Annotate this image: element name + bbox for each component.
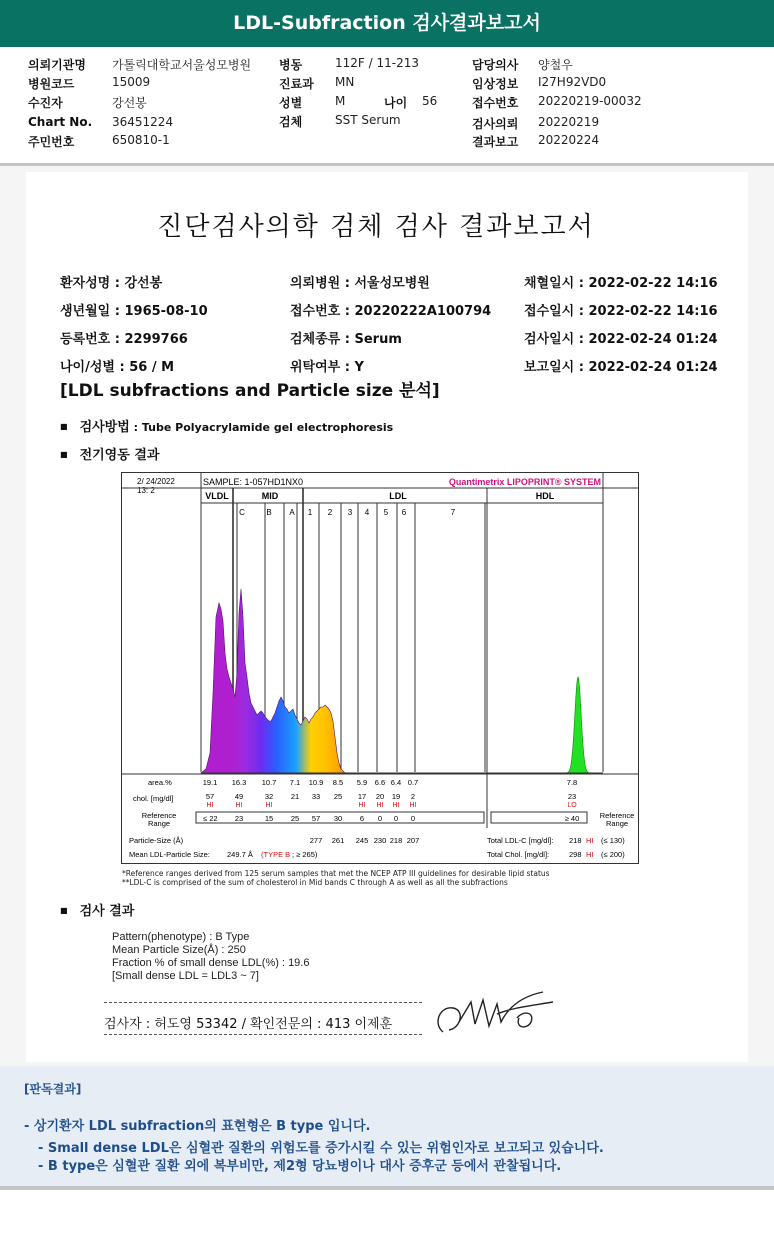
interpretation-line: - Small dense LDL은 심혈관 질환의 위험도를 증가시킬 수 있는 위험인자로 보고되고 있습니다. [38,1141,604,1156]
chol-flag: HI [358,802,366,809]
header-value: 강선봉 [112,96,147,110]
ref-value: 0 [393,814,399,823]
region-label: HDL [535,491,555,501]
report-panel [0,166,774,1066]
chart-time: 13: 2 [137,486,155,495]
header-label: 결과보고 [472,135,519,149]
chol-flag: HI [376,802,384,809]
referral-status: 위탁여부 : Y [290,360,364,375]
particle-size-value: 277 [309,836,323,845]
request-header [0,48,774,163]
particle-size-label: Particle-Size (Å) [129,836,184,845]
result-line: [Small dense LDL = LDL3 ~ 7] [112,970,259,982]
result-line: Mean Particle Size(Å) : 250 [112,944,246,956]
divider [104,1002,422,1003]
mean-size-ref: ; ≥ 265) [292,850,318,859]
result-item [60,900,134,919]
ref-value: 57 [311,814,321,823]
divider [0,1186,774,1190]
band-label: 6 [401,508,407,517]
area-value: 7.8 [566,778,578,787]
total-ldl-ref: (≤ 130) [601,836,625,845]
ref-value: 25 [290,814,300,823]
header-value: 36451224 [112,115,174,129]
chol-value: 23 [567,792,577,801]
area-value: 0.7 [407,778,419,787]
header-label: 주민번호 [28,135,75,149]
signature-stroke [438,992,553,1032]
total-chol-flag: HI [586,850,594,859]
chol-flag: HI [265,802,273,809]
header-value: 양철우 [538,58,573,72]
document-title: 진단검사의학 검체 검사 결과보고서 [157,212,595,242]
footnote: **LDL-C is comprised of the sum of cholesterol in Mid bands C through A as well as all the subfractions [122,878,508,887]
footnote: *Reference ranges derived from 125 serum samples that met the NCEP ATP III guidelines for desirable lipid status [122,869,550,878]
header-value: 112F / 11-213 [335,56,419,70]
ref-value: 0 [410,814,416,823]
header-value: 56 [422,94,438,108]
area-label: area.% [148,778,172,787]
header-label: 병동 [279,58,303,72]
header-value: 20220219 [538,115,600,129]
ref-value: 0 [377,814,383,823]
chart-title: Quantimetrix LIPOPRINT® SYSTEM [448,477,601,487]
header-value: 20220224 [538,133,600,147]
method-item [60,416,393,435]
header-label: 병원코드 [28,77,75,91]
area-value: 5.9 [356,778,368,787]
chol-flag: HI [409,802,417,809]
chol-value: 32 [264,792,274,801]
signature-image [431,984,561,1044]
report-title: LDL-Subfraction 검사결과보고서 [233,12,541,34]
header-value: 15009 [112,75,151,89]
total-chol-value: 298 [569,850,582,859]
band-label: B [266,508,272,517]
report-title-bar [0,0,774,47]
area-value: 7.1 [289,778,301,787]
chol-label: chol. [mg/dl] [133,794,174,803]
header-label: 접수번호 [472,96,519,110]
chol-value: 57 [205,792,215,801]
divider [104,1034,422,1035]
specimen-type: 검체종류 : Serum [290,332,402,347]
header-label: 의뢰기관명 [28,58,86,72]
area-value: 10.9 [308,778,324,787]
ref-value: 23 [234,814,244,823]
interpretation-title: [판독결과] [24,1082,82,1096]
ref-value: 6 [359,814,365,823]
patient-name: 환자성명 : 강선봉 [60,276,163,291]
particle-size-value: 218 [389,836,403,845]
header-label: 나이 [384,96,408,110]
header-label: 임상정보 [472,77,519,91]
electrophoresis-label: 전기영동 결과 [79,448,160,463]
header-label: 진료과 [279,77,314,91]
method-label: 검사방법 [79,420,130,435]
header-value: 650810-1 [112,133,170,147]
band-label: 3 [347,508,353,517]
chol-value: 2 [410,792,416,801]
report-time: 보고일시 : 2022-02-24 01:24 [524,360,718,375]
band-label: A [289,508,295,517]
receipt-time: 접수일시 : 2022-02-22 14:16 [524,304,718,319]
header-label: 검사의뢰 [472,117,519,131]
band-label: C [239,508,245,517]
total-chol-ref: (≤ 200) [601,850,625,859]
particle-size-value: 230 [373,836,387,845]
chol-value: 25 [333,792,343,801]
chol-value: 49 [234,792,244,801]
result-label: 검사 결과 [79,904,135,919]
chart-date: 2/ 24/2022 [137,477,175,486]
section-heading: [LDL subfractions and Particle size 분석] [60,381,440,401]
age-sex: 나이/성별 : 56 / M [60,360,175,375]
mean-size-type: (TYPE B [261,850,291,859]
requesting-hospital: 의뢰병원 : 서울성모병원 [290,276,430,291]
collection-time: 채혈일시 : 2022-02-22 14:16 [524,276,718,291]
ref-right-label: Range [605,819,629,828]
header-label: 담당의사 [472,58,519,72]
total-ldl-label: Total LDL-C [mg/dl]: [487,836,554,845]
chol-flag: LO [567,802,577,809]
header-value: 20220219-00032 [538,94,642,108]
interpretation-line: - B type은 심혈관 질환 외에 복부비만, 제2형 당뇨병이나 대사 증후군 등에서 관찰됩니다. [38,1159,562,1174]
interpretation-panel [0,1066,774,1186]
result-line: Pattern(phenotype) : B Type [112,931,250,943]
mean-size-value: 249.7 Å [227,850,253,859]
ref-right-label: Reference [599,811,635,820]
accession-number: 접수번호 : 20220222A100794 [290,304,492,319]
header-label: 성별 [279,96,303,110]
ref-label: Reference [141,811,177,820]
ref-value: ≥ 40 [564,814,580,823]
chol-flag: HI [235,802,243,809]
method-value: : Tube Polyacrylamide gel electrophoresis [129,421,394,434]
region-label: MID [261,491,279,501]
band-label: 4 [364,508,370,517]
total-chol-label: Total Chol. [mg/dl]: [487,850,550,859]
particle-size-value: 261 [331,836,345,845]
chol-value: 19 [391,792,401,801]
particle-size-value: 245 [355,836,369,845]
signature-line: 검사자 : 허도영 53342 / 확인전문의 : 413 이제훈 [104,1017,393,1032]
electrophoresis-item [60,444,159,463]
band-label: 5 [383,508,389,517]
header-label: 수진자 [28,96,63,110]
header-value: MN [335,75,355,89]
result-line: Fraction % of small dense LDL(%) : 19.6 [112,957,310,969]
area-value: 16.3 [231,778,247,787]
area-value: 10.7 [261,778,277,787]
band-label: 2 [327,508,333,517]
area-value: 6.4 [390,778,402,787]
chol-value: 20 [375,792,385,801]
area-value: 8.5 [332,778,344,787]
chart-sample: SAMPLE: 1-057HD1NX0 [203,477,304,487]
interpretation-line: - 상기환자 LDL subfraction의 표현형은 B type 입니다. [24,1119,371,1134]
total-ldl-flag: HI [586,836,594,845]
total-ldl-value: 218 [569,836,582,845]
report-page [26,172,748,1062]
region-label: VLDL [205,491,229,501]
chol-value: 17 [357,792,367,801]
header-value: 가톨릭대학교서울성모병원 [112,58,252,72]
ref-label: Range [147,819,171,828]
band-label: 1 [307,508,313,517]
chol-value: 21 [290,792,300,801]
mean-size-label: Mean LDL-Particle Size: [129,850,210,859]
header-value: SST Serum [335,113,401,127]
chol-flag: HI [392,802,400,809]
chol-value: 33 [311,792,321,801]
chol-flag: HI [206,802,214,809]
ref-value: 15 [264,814,274,823]
particle-size-value: 207 [406,836,420,845]
area-value: 6.6 [374,778,386,787]
lipoprint-chart [121,472,639,864]
test-time: 검사일시 : 2022-02-24 01:24 [524,332,718,347]
ref-value: 30 [333,814,343,823]
ref-value: ≤ 22 [203,814,218,823]
birth-date: 생년월일 : 1965-08-10 [60,304,208,319]
area-value: 19.1 [202,778,218,787]
region-label: LDL [389,491,407,501]
header-value: M [335,94,346,108]
header-label: Chart No. [28,115,93,129]
header-label: 검체 [279,115,303,129]
header-value: I27H92VD0 [538,75,607,89]
registration-number: 등록번호 : 2299766 [60,332,188,347]
band-label: 7 [450,508,456,517]
